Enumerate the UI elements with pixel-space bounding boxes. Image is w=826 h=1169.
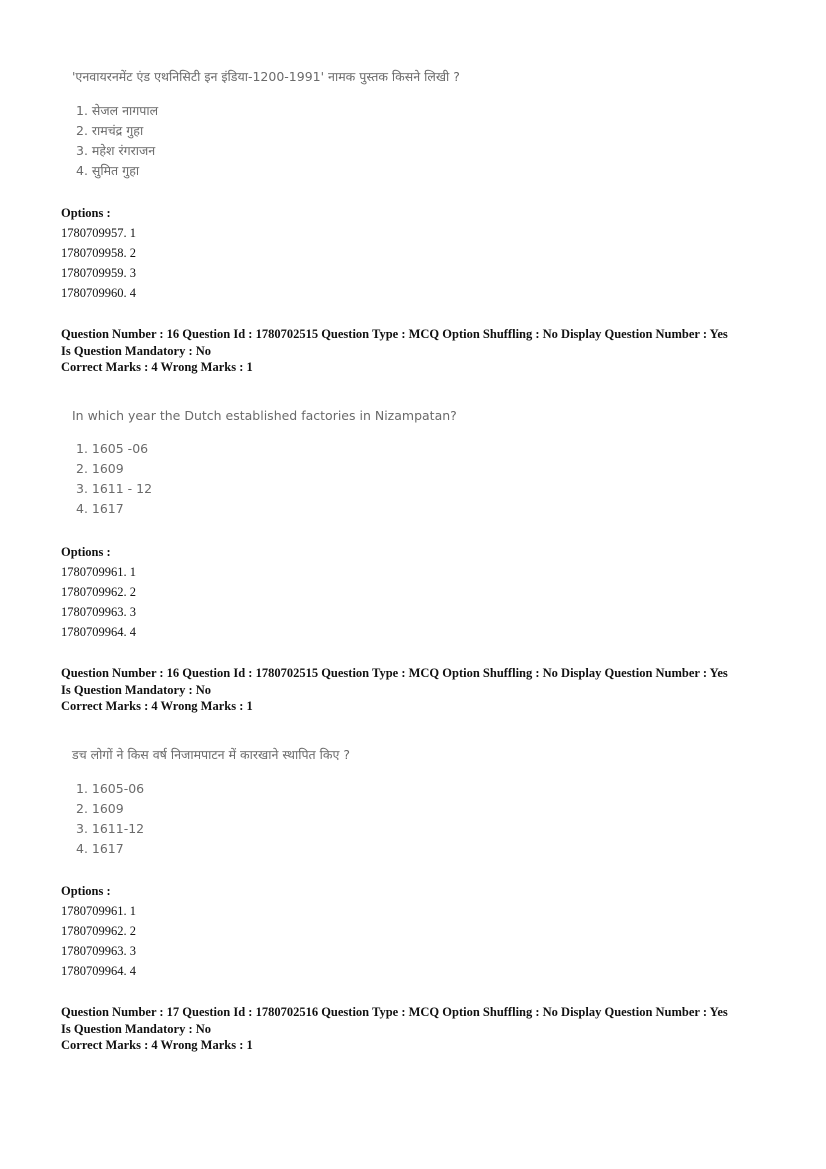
options-block-1 xyxy=(61,204,136,303)
choice-list xyxy=(72,101,460,181)
choice-list xyxy=(72,439,457,519)
option-id: 1780709958. 2 xyxy=(61,246,136,260)
question-info-line: Question Number : 17 Question Id : 1780702516 Question Type : MCQ Option Shuffling : No Display Question Number : Yes xyxy=(61,1005,728,1019)
option-id: 1780709961. 1 xyxy=(61,565,136,579)
choice-list xyxy=(72,779,350,859)
option-id: 1780709961. 1 xyxy=(61,904,136,918)
mandatory-line: Is Question Mandatory : No xyxy=(61,682,212,697)
question-image-english-q16 xyxy=(72,408,457,519)
option-id: 1780709957. 1 xyxy=(61,226,136,240)
mandatory-line: Is Question Mandatory : No xyxy=(61,1021,212,1036)
marks-line: Correct Marks : 4 Wrong Marks : 1 xyxy=(61,1038,253,1052)
option-id: 1780709962. 2 xyxy=(61,924,136,938)
options-label: Options : xyxy=(61,884,111,898)
question-info-line: Question Number : 16 Question Id : 1780702515 Question Type : MCQ Option Shuffling : No Display Question Number : Yes xyxy=(61,327,728,341)
choice-item: 2. 1609 xyxy=(76,461,124,476)
question-info-line: Question Number : 16 Question Id : 1780702515 Question Type : MCQ Option Shuffling : No Display Question Number : Yes xyxy=(61,666,728,680)
question-meta-1 xyxy=(61,326,781,376)
question-meta-3 xyxy=(61,1004,781,1054)
option-id: 1780709964. 4 xyxy=(61,625,136,639)
choice-item: 4. 1617 xyxy=(76,501,124,516)
choice-item: 2. रामचंद्र गुहा xyxy=(76,123,144,138)
options-label: Options : xyxy=(61,206,111,220)
question-stem: डच लोगों ने किस वर्ष निजामपाटन में कारखाने स्थापित किए ? xyxy=(72,747,350,762)
option-id: 1780709964. 4 xyxy=(61,964,136,978)
question-stem: In which year the Dutch established factories in Nizampatan? xyxy=(72,408,457,423)
choice-item: 3. महेश रंगराजन xyxy=(76,143,156,158)
question-image-hindi-q16 xyxy=(72,746,350,859)
choice-item: 3. 1611 - 12 xyxy=(76,481,153,496)
marks-line: Correct Marks : 4 Wrong Marks : 1 xyxy=(61,699,253,713)
options-block-3 xyxy=(61,882,136,981)
question-image-hindi-q15 xyxy=(72,68,460,181)
choice-item: 2. 1609 xyxy=(76,801,124,816)
option-id: 1780709962. 2 xyxy=(61,585,136,599)
mandatory-line: Is Question Mandatory : No xyxy=(61,343,212,358)
option-id: 1780709960. 4 xyxy=(61,286,136,300)
option-id: 1780709963. 3 xyxy=(61,944,136,958)
question-meta-2 xyxy=(61,665,781,715)
options-label: Options : xyxy=(61,545,111,559)
choice-item: 4. 1617 xyxy=(76,841,124,856)
option-id: 1780709963. 3 xyxy=(61,605,136,619)
choice-item: 1. 1605 -06 xyxy=(76,441,149,456)
marks-line: Correct Marks : 4 Wrong Marks : 1 xyxy=(61,360,253,374)
choice-item: 4. सुमित गुहा xyxy=(76,163,140,178)
choice-item: 1. सेजल नागपाल xyxy=(76,103,159,118)
option-id: 1780709959. 3 xyxy=(61,266,136,280)
choice-item: 3. 1611-12 xyxy=(76,821,145,836)
question-stem: 'एनवायरनमेंट एंड एथनिसिटी इन इंडिया-1200-1991' नामक पुस्तक किसने लिखी ? xyxy=(72,69,460,84)
choice-item: 1. 1605-06 xyxy=(76,781,145,796)
options-block-2 xyxy=(61,543,136,642)
